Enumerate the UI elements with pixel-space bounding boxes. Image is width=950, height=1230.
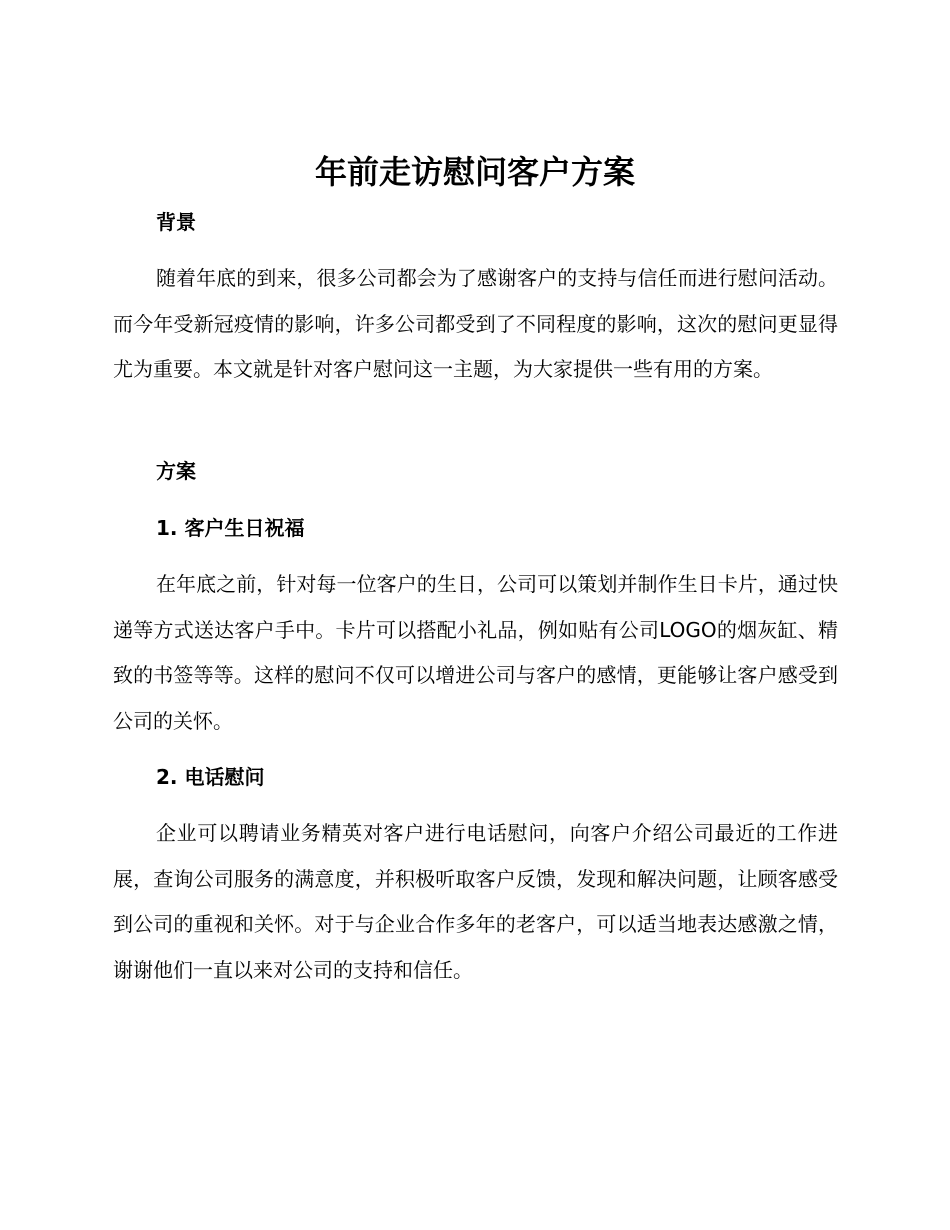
section-heading-background: 背景	[156, 210, 196, 234]
section-heading-birthday: 1. 客户生日祝福	[156, 516, 305, 540]
section-body-birthday: 在年底之前，针对每一位客户的生日，公司可以策划并制作生日卡片，通过快递等方式送达客户手中。卡片可以搭配小礼品，例如贴有公司LOGO的烟灰缸、精致的书签等等。这样的慰问不仅可以增进公司与客户的感情，更能够让客户感受到公司的关怀。	[113, 572, 838, 733]
section-heading-phone: 2. 电话慰问	[156, 765, 265, 789]
document-title: 年前走访慰问客户方案	[314, 153, 635, 191]
section-heading-plan: 方案	[156, 459, 196, 483]
section-body-background: 随着年底的到来，很多公司都会为了感谢客户的支持与信任而进行慰问活动。而今年受新冠疫情的影响，许多公司都受到了不同程度的影响，这次的慰问更显得尤为重要。本文就是针对客户慰问这一主题，为大家提供一些有用的方案。	[113, 266, 838, 381]
section-body-phone: 企业可以聘请业务精英对客户进行电话慰问，向客户介绍公司最近的工作进展，查询公司服务的满意度，并积极听取客户反馈，发现和解决问题，让顾客感受到公司的重视和关怀。对于与企业合作多年的老客户，可以适当地表达感激之情，谢谢他们一直以来对公司的支持和信任。	[113, 821, 838, 982]
